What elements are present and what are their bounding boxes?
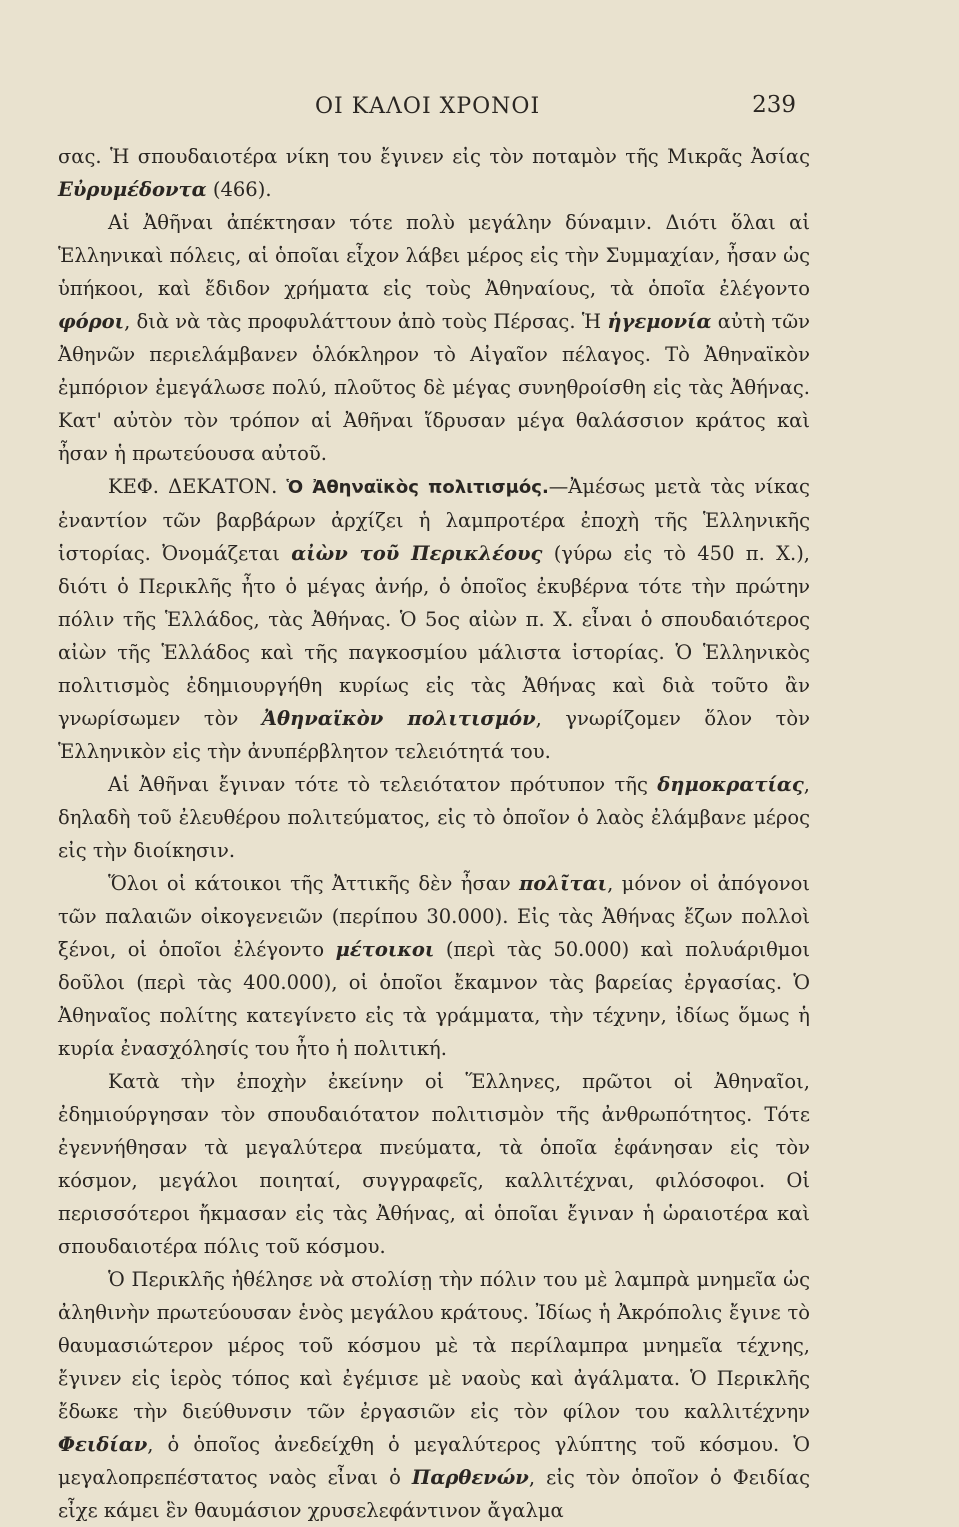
text: (περὶ τὰς 50.000) καὶ πολυάριθμοι δοῦλοι (περὶ τὰς 400.000), οἱ ὁποῖοι ἔκαμνον τὰς βαρείας ἐργασίας. Ὁ Ἀθηναῖος πολίτης κατεγίνετο εἰς τὰ γράμματα, τὴν τέχνην, ἰδίως ὅμως ἡ κυρία ἐνασχόλησίς του ἦτο ἡ πολιτική.	[58, 938, 810, 1060]
page-number: 239	[752, 92, 796, 118]
emphasis: Φειδίαν	[58, 1433, 148, 1456]
paragraph-6	[58, 1065, 810, 1263]
chapter-label: ΚΕΦ. ΔΕΚΑΤΟΝ.	[108, 475, 278, 498]
page-body	[58, 140, 810, 1527]
emphasis: δημοκρατίας	[657, 773, 804, 796]
emphasis: Παρθενών	[411, 1466, 529, 1489]
text: Κατὰ τὴν ἐποχὴν ἐκείνην οἱ Ἕλληνες, πρῶτοι οἱ Ἀθηναῖοι, ἐδημιούργησαν τὸν σπουδαιότατον πολιτισμὸν τῆς ἀνθρωπότητος. Τότε ἐγεννήθησαν τὰ μεγαλύτερα πνεύματα, τὰ ὁποῖα ἐφάνησαν εἰς τὸν κόσμον, μεγάλοι ποιηταί, συγγραφεῖς, καλλιτέχναι, φιλόσοφοι. Οἱ περισσότεροι ἤκμασαν εἰς τὰς Ἀθήνας, αἱ ὁποῖαι ἔγιναν ἡ ὡραιοτέρα καὶ σπουδαιοτέρα πόλις τοῦ κόσμου.	[58, 1070, 810, 1258]
emphasis: Ἀθηναϊκὸν πολιτισμόν	[261, 707, 536, 730]
page-header	[0, 88, 959, 128]
emphasis: πολῖται	[519, 872, 608, 895]
emphasis: μέτοικοι	[335, 938, 435, 961]
running-title: ΟΙ ΚΑΛΟΙ ΧΡΟΝΟΙ	[315, 94, 541, 119]
paragraph-4	[58, 768, 810, 867]
paragraph-1	[58, 140, 810, 206]
emphasis: Εὐρυμέδοντα	[58, 178, 207, 201]
text: (γύρω εἰς τὸ 450 π. Χ.), διότι ὁ Περικλῆς ἦτο ὁ μέγας ἀνήρ, ὁ ὁποῖος ἐκυβέρνα τότε τὴν πρώτην πόλιν τῆς Ἑλλάδος, τὰς Ἀθήνας. Ὁ 5ος αἰὼν π. Χ. εἶναι ὁ σπουδαιότερος αἰὼν τῆς Ἑλλάδος καὶ τῆς παγκοσμίου μάλιστα ἱστορίας. Ὁ Ἑλληνικὸς πολιτισμὸς ἐδημιουργήθη κυρίως εἰς τὰς Ἀθήνας καὶ διὰ τοῦτο ἂν γνωρίσωμεν τὸν	[58, 542, 810, 730]
emphasis: ἡγεμονία	[607, 310, 712, 333]
text: Αἱ Ἀθῆναι ἀπέκτησαν τότε πολὺ μεγάλην δύναμιν. Διότι ὅλαι αἱ Ἑλληνικαὶ πόλεις, αἱ ὁποῖαι εἶχον λάβει μέρος εἰς τὴν Συμμαχίαν, ἦσαν ὡς ὑπήκοοι, καὶ ἔδιδον χρήματα εἰς τοὺς Ἀθηναίους, τὰ ὁποῖα ἐλέγοντο	[58, 211, 810, 300]
paragraph-2	[58, 206, 810, 470]
text: , ὁ ὁποῖος ἀνεδείχθη ὁ μεγαλύτερος γλύπτης τοῦ κόσμου. Ὁ μεγαλοπρεπέστατος ναὸς εἶναι ὁ	[58, 1433, 810, 1489]
text: Ὁ Περικλῆς ἠθέλησε νὰ στολίσῃ τὴν πόλιν του μὲ λαμπρὰ μνημεῖα ὡς ἀληθινὴν πρωτεύουσαν ἑνὸς μεγάλου κράτους. Ἰδίως ἡ Ἀκρόπολις ἔγινε τὸ θαυμασιώτερον μέρος τοῦ κόσμου μὲ τὰ περίλαμπρα μνημεῖα τέχνης, ἔγινεν εἰς ἱερὸς τόπος καὶ ἐγέμισε μὲ ναοὺς καὶ ἀγάλματα. Ὁ Περικλῆς ἔδωκε τὴν διεύθυνσιν τῶν ἐργασιῶν εἰς τὸν φίλον του καλλιτέχνην	[58, 1268, 810, 1423]
paragraph-7	[58, 1263, 810, 1527]
text: Αἱ Ἀθῆναι ἔγιναν τότε τὸ τελειότατον πρότυπον τῆς	[108, 773, 658, 796]
text: , δηλαδὴ τοῦ ἐλευθέρου πολιτεύματος, εἰς τὸ ὁποῖον ὁ λαὸς ἐλάμβανε μέρος εἰς τὴν διοίκησιν.	[58, 773, 810, 862]
text: , εἰς τὸν ὁποῖον ὁ Φειδίας εἶχε κάμει ἓν θαυμάσιον χρυσελεφάντινον ἄγαλμα	[58, 1466, 810, 1522]
emphasis: αἰὼν τοῦ Περικλέους	[291, 542, 543, 565]
text: , γνωρίζομεν ὅλον τὸν Ἑλληνικὸν εἰς τὴν ἀνυπέρβλητον τελειότητά του.	[58, 707, 811, 763]
text: (466).	[206, 178, 272, 201]
text: —Ἀμέσως μετὰ τὰς νίκας ἐναντίον τῶν βαρβάρων ἀρχίζει ἡ λαμπροτέρα ἐποχὴ τῆς Ἑλληνικῆς ἱστορίας. Ὀνομάζεται	[58, 475, 810, 565]
text: Ὅλοι οἱ κάτοικοι τῆς Ἀττικῆς δὲν ἦσαν	[108, 872, 520, 895]
chapter-title: Ὁ Ἀθηναϊκὸς πολιτισμός.	[286, 477, 549, 498]
text: σας. Ἡ σπουδαιοτέρα νίκη του ἔγινεν εἰς τὸν ποταμὸν τῆς Μικρᾶς Ἀσίας	[58, 145, 810, 168]
paragraph-5	[58, 867, 810, 1065]
text: , διὰ νὰ τὰς προφυλάττουν ἀπὸ τοὺς Πέρσας. Ἡ	[124, 310, 608, 333]
emphasis: φόροι	[58, 310, 125, 333]
text: αὐτὴ τῶν Ἀθηνῶν περιελάμβανεν ὁλόκληρον τὸ Αἰγαῖον πέλαγος. Τὸ Ἀθηναϊκὸν ἐμπόριον ἐμεγάλωσε πολύ, πλοῦτος δὲ μέγας συνηθροίσθη εἰς τὰς Ἀθήνας. Κατ' αὐτὸν τὸν τρόπον αἱ Ἀθῆναι ἵδρυσαν μέγα θαλάσσιον κράτος καὶ ἦσαν ἡ πρωτεύουσα αὐτοῦ.	[58, 310, 810, 465]
paragraph-3	[58, 470, 810, 768]
text: , μόνον οἱ ἀπόγονοι τῶν παλαιῶν οἰκογενειῶν (περίπου 30.000). Εἰς τὰς Ἀθήνας ἔζων πολλοὶ ξένοι, οἱ ὁποῖοι ἐλέγοντο	[58, 872, 810, 961]
